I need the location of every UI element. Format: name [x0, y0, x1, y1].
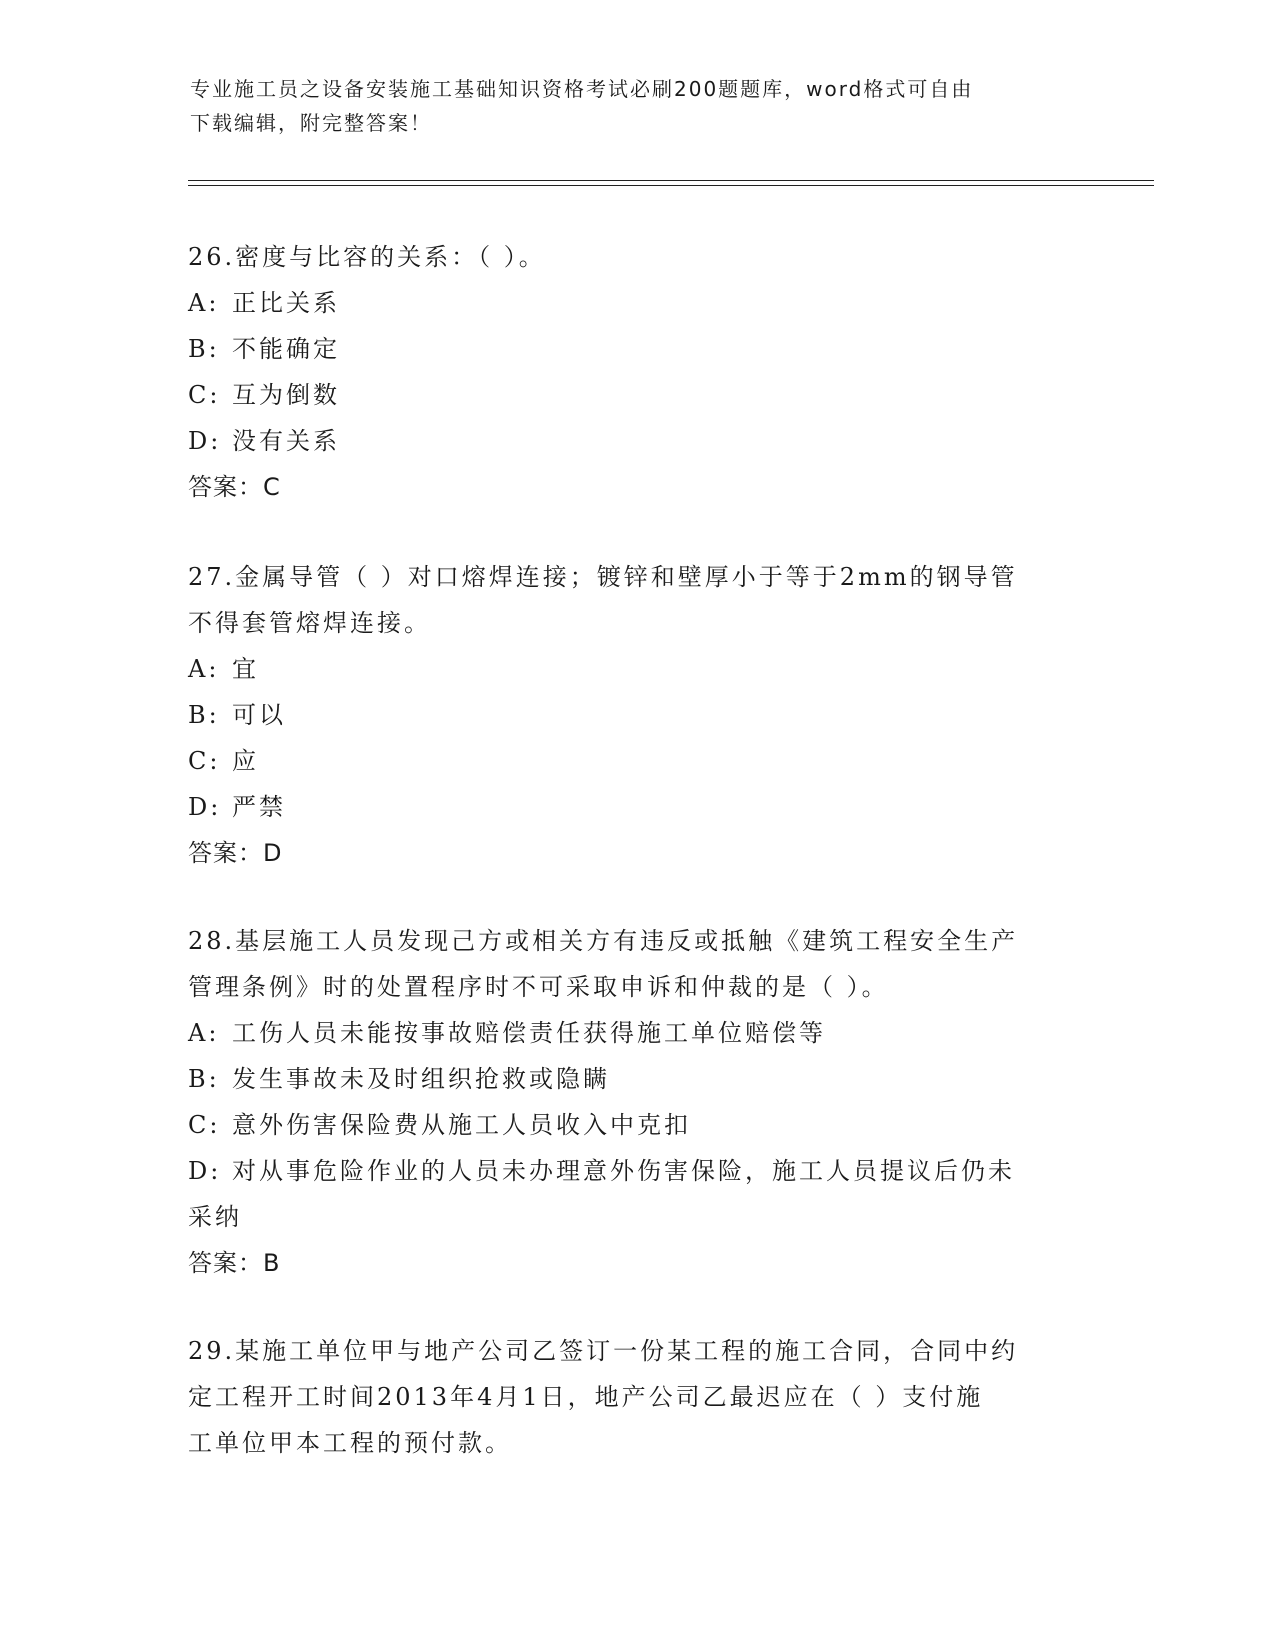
option-letter: D:: [188, 793, 222, 821]
document-header: [190, 72, 1090, 140]
option-text: 可以: [232, 701, 286, 729]
option-letter: B:: [188, 701, 220, 729]
question-stem: 28.基层施工人员发现己方或相关方有违反或抵触《建筑工程安全生产: [188, 927, 1019, 955]
option-text: 严禁: [232, 793, 286, 821]
question-stem-cont: 管理条例》时的处置程序时不可采取申诉和仲裁的是（ ）。: [188, 973, 889, 1001]
option-letter: C:: [188, 381, 221, 409]
option-text: 互为倒数: [232, 381, 340, 409]
header-line-1: 专业施工员之设备安装施工基础知识资格考试必刷200题题库，word格式可自由: [190, 77, 974, 101]
option-text: 应: [232, 747, 259, 775]
option-a: [188, 646, 1088, 692]
question-stem-cont: 定工程开工时间2013年4月1日，地产公司乙最迟应在（ ）支付施: [188, 1383, 984, 1411]
option-letter: A:: [188, 289, 220, 317]
header-divider-top: [188, 180, 1154, 181]
option-a: [188, 1010, 1088, 1056]
answer: 答案：B: [188, 1249, 281, 1277]
option-letter: D:: [188, 427, 222, 455]
option-text: 工伤人员未能按事故赔偿责任获得施工单位赔偿等: [232, 1019, 826, 1047]
option-b: [188, 692, 1088, 738]
option-text: 意外伤害保险费从施工人员收入中克扣: [232, 1111, 691, 1139]
question-stem-cont: 工单位甲本工程的预付款。: [188, 1429, 512, 1457]
answer: 答案：D: [188, 839, 283, 867]
option-letter: C:: [188, 747, 221, 775]
answer: 答案：C: [188, 473, 281, 501]
option-d-cont: 采纳: [188, 1203, 242, 1231]
header-line-2: 下载编辑，附完整答案！: [190, 111, 432, 135]
option-a: [188, 280, 1088, 326]
question-29: [188, 1328, 1088, 1466]
question-stem: 27.金属导管（ ）对口熔焊连接；镀锌和壁厚小于等于2mm的钢导管: [188, 563, 1018, 591]
question-27: [188, 554, 1088, 876]
question-stem: 26.密度与比容的关系：（ ）。: [188, 243, 546, 271]
option-b: [188, 326, 1088, 372]
header-divider-bottom: [188, 185, 1154, 186]
option-text: 正比关系: [232, 289, 340, 317]
option-letter: B:: [188, 1065, 220, 1093]
question-28: [188, 918, 1088, 1286]
option-letter: A:: [188, 1019, 220, 1047]
option-text: 发生事故未及时组织抢救或隐瞒: [232, 1065, 610, 1093]
option-text: 宜: [232, 655, 259, 683]
question-stem: 29.某施工单位甲与地产公司乙签订一份某工程的施工合同，合同中约: [188, 1337, 1019, 1365]
option-text: 没有关系: [232, 427, 340, 455]
option-letter: A:: [188, 655, 220, 683]
option-d: [188, 418, 1088, 464]
option-letter: C:: [188, 1111, 221, 1139]
option-b: [188, 1056, 1088, 1102]
option-c: [188, 1102, 1088, 1148]
option-d: [188, 784, 1088, 830]
option-text: 不能确定: [232, 335, 340, 363]
option-c: [188, 738, 1088, 784]
option-letter: B:: [188, 335, 220, 363]
question-stem-cont: 不得套管熔焊连接。: [188, 609, 431, 637]
option-c: [188, 372, 1088, 418]
question-26: [188, 234, 1088, 510]
option-text: 对从事危险作业的人员未办理意外伤害保险，施工人员提议后仍未: [232, 1157, 1015, 1185]
option-letter: D:: [188, 1157, 222, 1185]
option-d: [188, 1148, 1088, 1194]
